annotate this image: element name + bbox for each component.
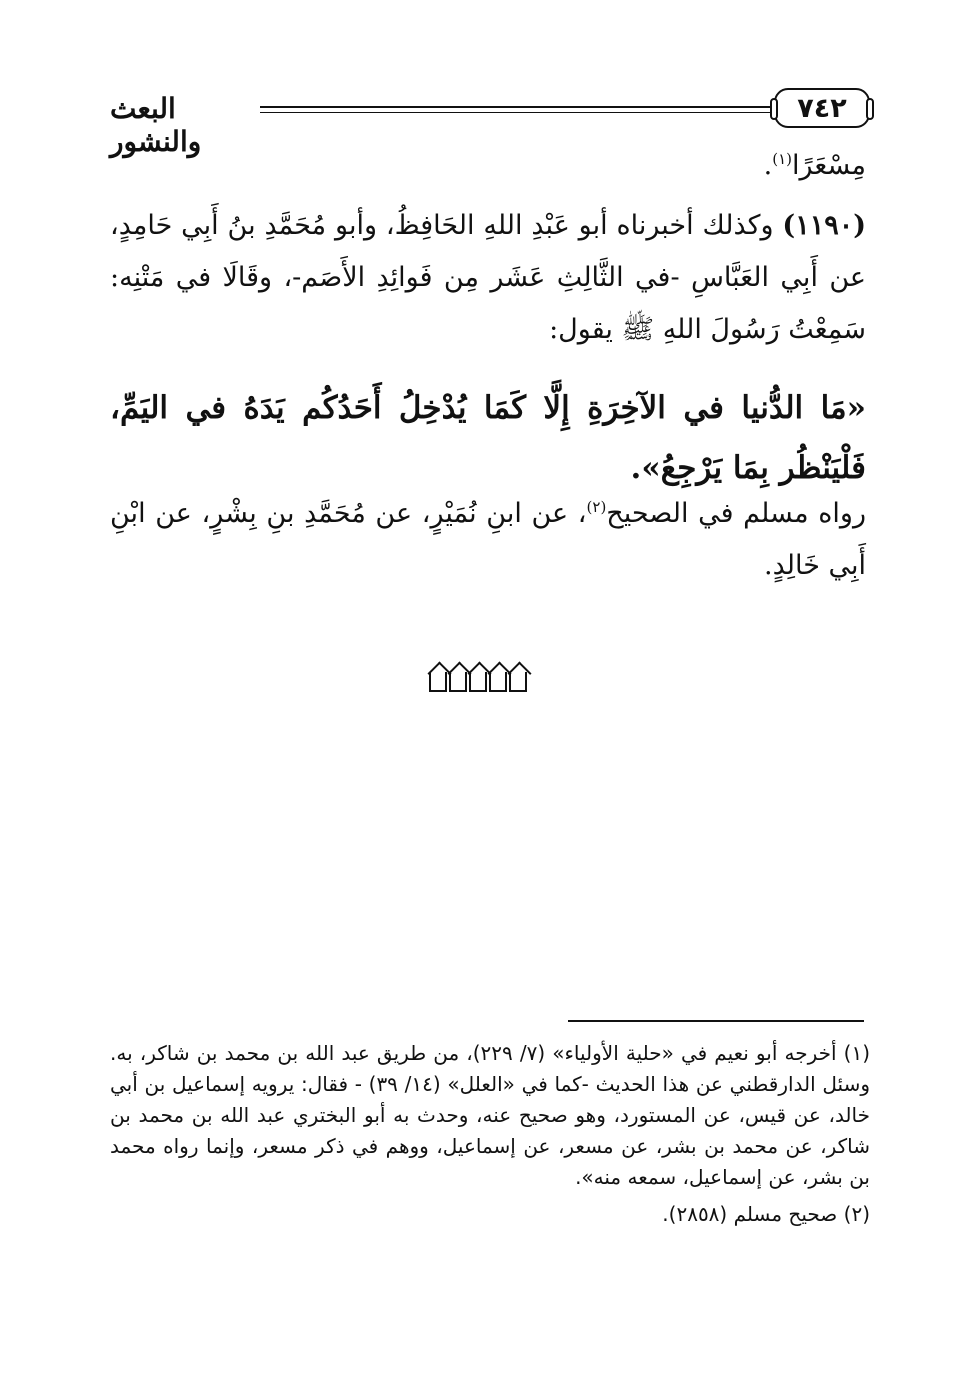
footnote-marker-2: (٢) (586, 498, 607, 516)
carry-over-line (110, 140, 866, 192)
hadith-matn: «مَا الدُّنيا في الآخِرَةِ إِلَّا كَمَا يُدْخِلُ أَحَدُكُم يَدَهُ في اليَمِّ، فَلْيَنْظُر بِمَا يَرْجِعُ». (110, 390, 866, 486)
footnote-separator (568, 1020, 864, 1022)
footnote-1: (١) أخرجه أبو نعيم في «حلية الأولياء» (٧/ ٢٢٩)، من طريق عبد الله بن محمد بن شاكر، به. وسئل الدارقطني عن هذا الحديث -كما في «العلل» (١٤/ ٣٩) - فقال: يرويه إسماعيل بن أبي خالد، عن قيس، عن المستورد، وهو صحيح عنه، وحدث به أبو البختري عبد الله بن محمد بن شاكر، عن محمد بن بشر، عن مسعر، عن إسماعيل، ووهم في ذكر مسعر، وإنما رواه محمد بن بشر، عن إسماعيل، سمعه منه». (110, 1041, 870, 1189)
hadith-paragraph (110, 200, 866, 356)
riwaya-start: رواه مسلم في الصحيح (606, 498, 866, 529)
footnotes (110, 1038, 870, 1236)
riwaya-paragraph (110, 488, 866, 592)
header-rule-thin (260, 112, 770, 113)
hadith-number: (١١٩٠) (782, 210, 866, 241)
page-number: ٧٤٢ (774, 88, 870, 128)
ornament-icon (509, 672, 527, 692)
ornament-icon (449, 672, 467, 692)
carry-end: . (763, 150, 773, 181)
ornament-icon (489, 672, 507, 692)
running-title: البعث والنشور (110, 92, 202, 158)
ornament-icon (429, 672, 447, 692)
riwaya-end: ، عن ابنِ نُمَيْرٍ، عن مُحَمَّدِ بنِ بِشْرٍ، عن ابْنِ أَبِي خَالِدٍ. (110, 498, 866, 581)
footnote-2: (٢) صحيح مسلم (٢٨٥٨). (662, 1202, 870, 1226)
carry-text: مِسْعَرًا (792, 150, 866, 181)
header-rule (260, 106, 770, 108)
hadith-isnad: وكذلك أخبرناه أبو عَبْدِ اللهِ الحَافِظُ، وأبو مُحَمَّدِ بنُ أَبِي حَامِدٍ، عن أَبِي العَبَّاسِ -في الثَّالِثِ عَشَر مِن فَوائِدِ الأَصَم-، وقَالَا في مَتْنِه: سَمِعْتُ رَسُولَ اللهِ ﷺ يقول: (110, 210, 866, 345)
section-divider-ornaments (0, 672, 956, 692)
footnote-marker-1: (١) (772, 150, 793, 168)
ornament-icon (469, 672, 487, 692)
page-header (110, 86, 870, 158)
